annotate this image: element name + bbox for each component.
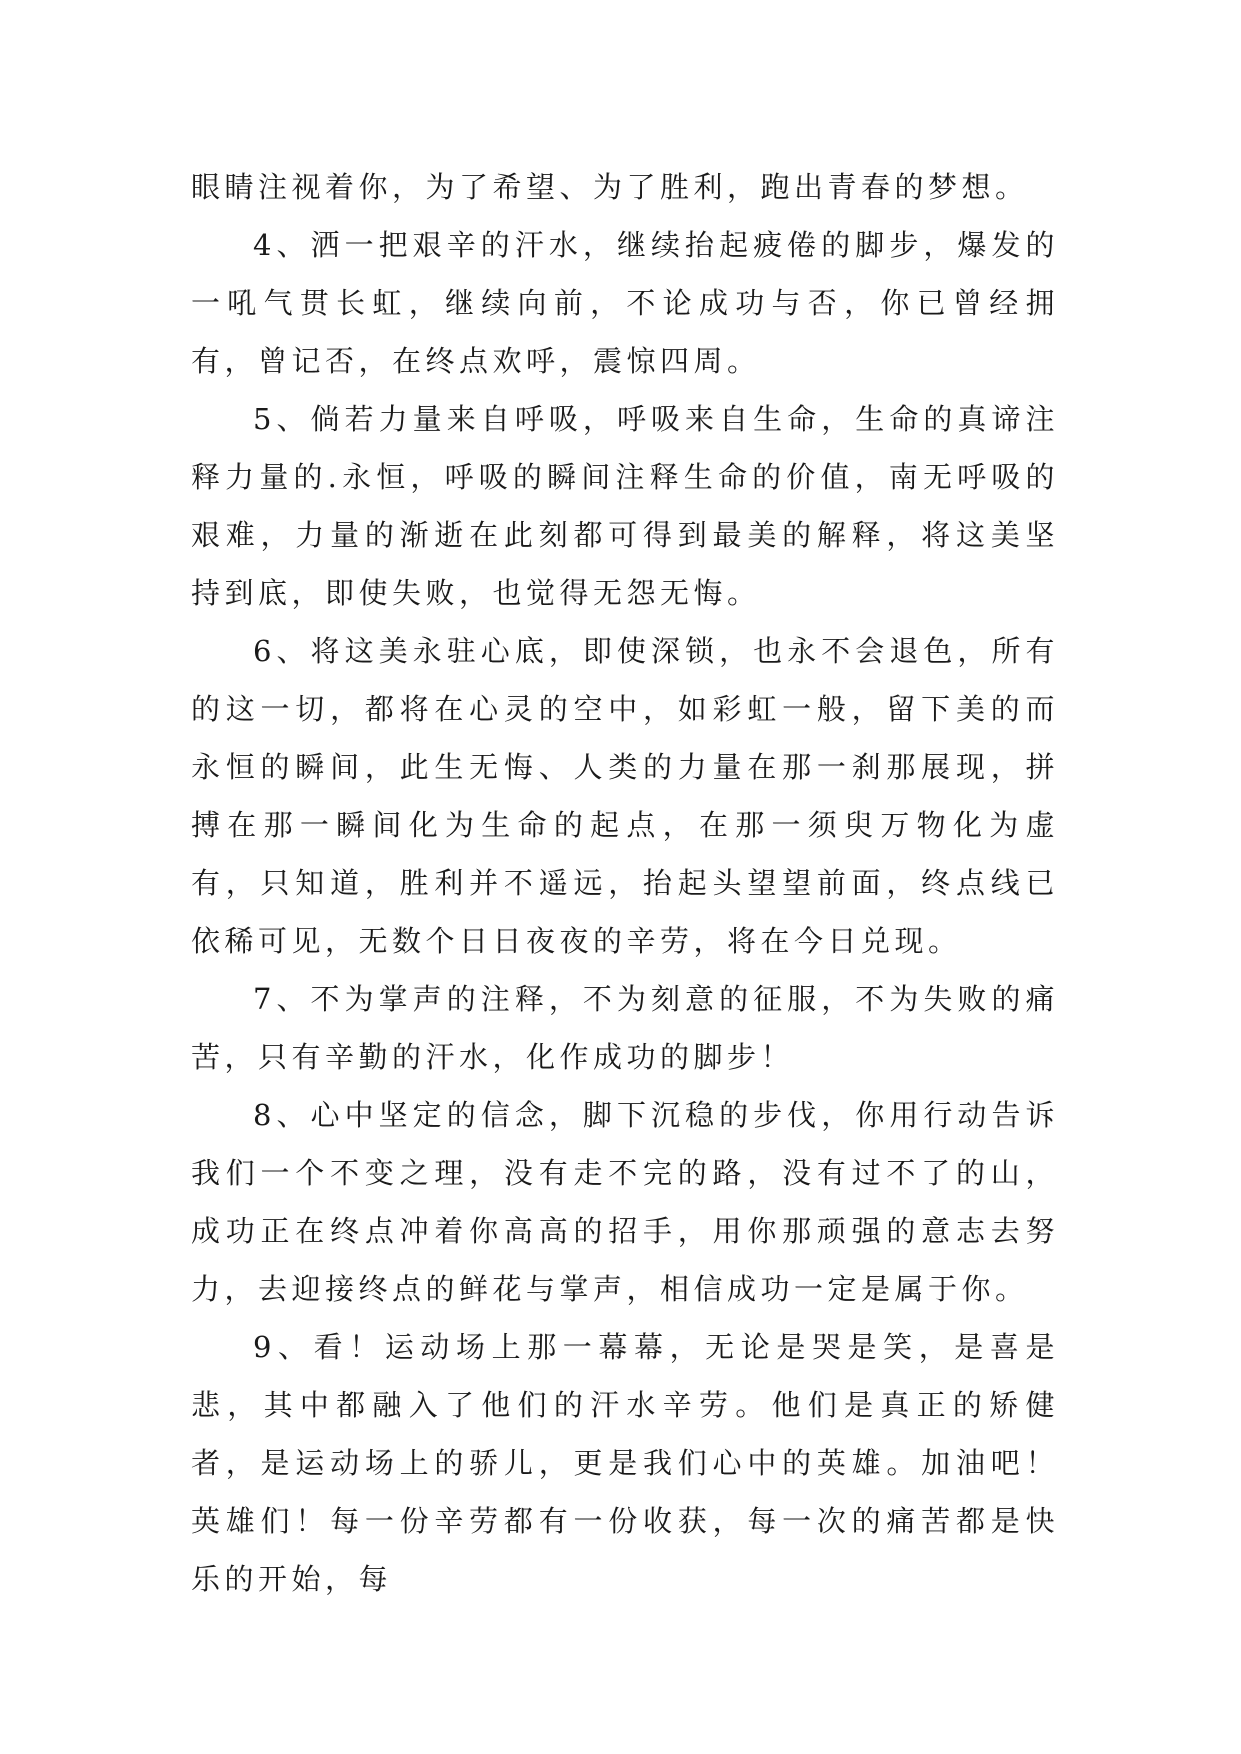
paragraph-item-4: 4、洒一把艰辛的汗水，继续抬起疲倦的脚步，爆发的一吼气贯长虹，继续向前，不论成功与否，你已曾经拥有，曾记否，在终点欢呼，震惊四周。: [191, 228, 1059, 378]
paragraph-item-8: 8、心中坚定的信念，脚下沉稳的步伐，你用行动告诉我们一个不变之理，没有走不完的路，没有过不了的山，成功正在终点冲着你高高的招手，用你那顽强的意志去努力，去迎接终点的鲜花与掌声，相信成功一定是属于你。: [191, 1098, 1059, 1306]
document-body: [191, 158, 1059, 1608]
paragraph-item-7: 7、不为掌声的注释，不为刻意的征服，不为失败的痛苦，只有辛勤的汗水，化作成功的脚步！: [191, 982, 1059, 1074]
paragraph-continuation: 眼睛注视着你，为了希望、为了胜利，跑出青春的梦想。: [191, 170, 1029, 204]
paragraph-item-6: 6、将这美永驻心底，即使深锁，也永不会退色，所有的这一切，都将在心灵的空中，如彩虹一般，留下美的而永恒的瞬间，此生无悔、人类的力量在那一刹那展现，拼搏在那一瞬间化为生命的起点，在那一须臾万物化为虚有，只知道，胜利并不遥远，抬起头望望前面，终点线已依稀可见，无数个日日夜夜的辛劳，将在今日兑现。: [191, 634, 1059, 958]
paragraph-item-5: 5、倘若力量来自呼吸，呼吸来自生命，生命的真谛注释力量的.永恒，呼吸的瞬间注释生命的价值，南无呼吸的艰难，力量的渐逝在此刻都可得到最美的解释，将这美坚持到底，即使失败，也觉得无怨无悔。: [191, 402, 1059, 610]
paragraph-item-9: 9、看！运动场上那一幕幕，无论是哭是笑，是喜是悲，其中都融入了他们的汗水辛劳。他们是真正的矫健者，是运动场上的骄儿，更是我们心中的英雄。加油吧！英雄们！每一份辛劳都有一份收获，每一次的痛苦都是快乐的开始，每: [191, 1330, 1059, 1596]
